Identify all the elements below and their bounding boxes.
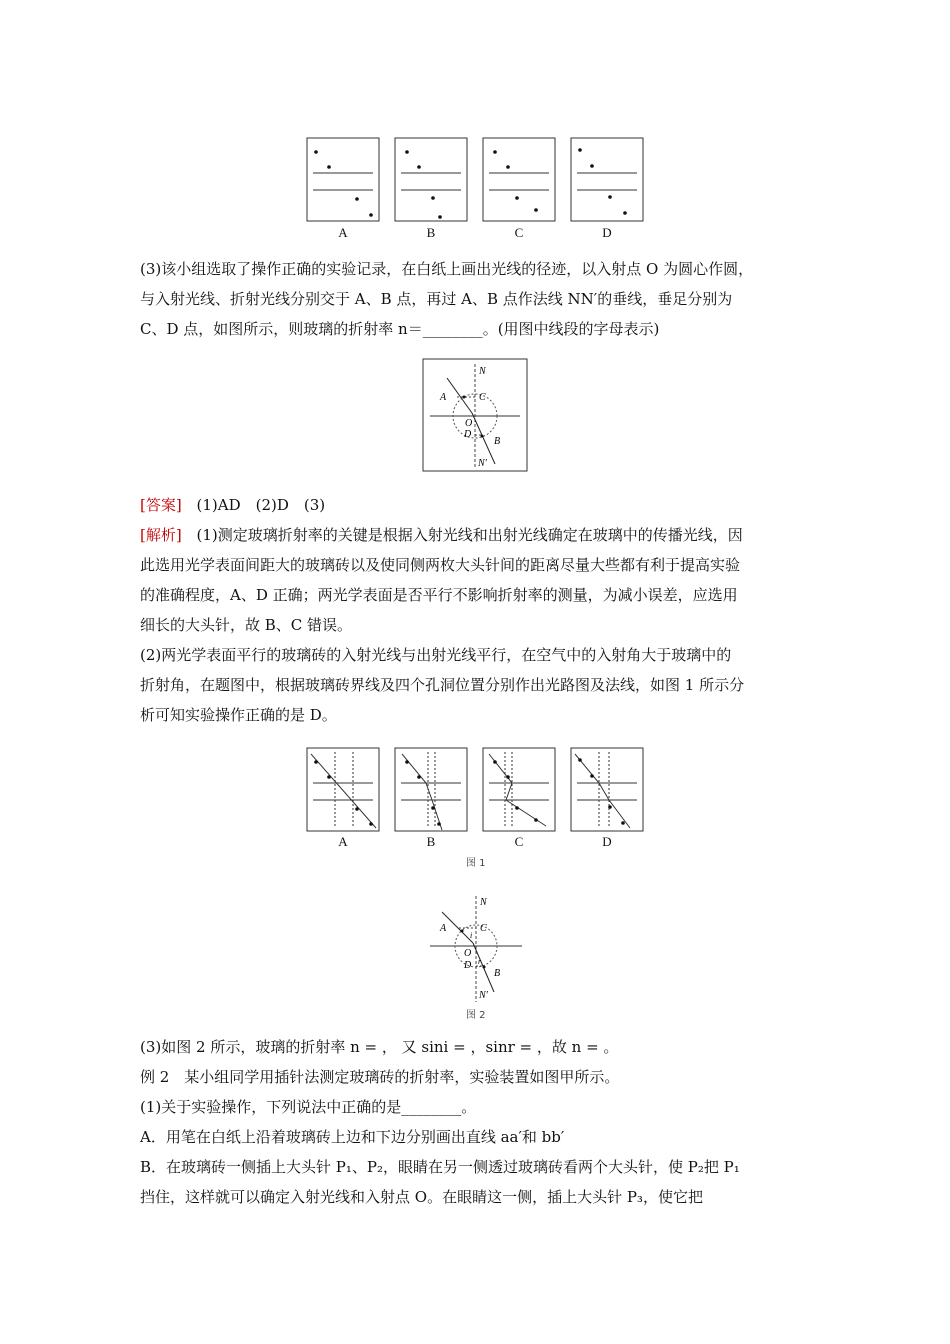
fig2-label-i: i (470, 931, 473, 940)
fig2-label-N: N (480, 897, 487, 908)
analysis-p3: (3)如图 2 所示，玻璃的折射率 n = ， 又 sini = ，sinr = ，故 n = 。 (140, 1038, 619, 1056)
fig2-label-A: A (440, 923, 447, 934)
label-B: B (494, 436, 501, 447)
label-O: O (465, 418, 473, 429)
analysis-tag: [解析] (140, 526, 182, 544)
option-label-b: B (426, 225, 436, 240)
fig1-label-d: D (602, 834, 612, 849)
fig1-label-a: A (338, 834, 348, 849)
q3-line-2: 与入射光线、折射光线分别交于 A、B 点，再过 A、B 点作法线 NN′的垂线，垂足分别为 (140, 290, 733, 308)
label-N: N (479, 366, 486, 377)
analysis-p2-l3: 析可知实验操作正确的是 D。 (140, 706, 337, 724)
refraction-circle-figure (420, 356, 530, 474)
label-N-prime: N′ (478, 458, 487, 469)
option-figure-top (300, 132, 650, 228)
answer-line (140, 494, 325, 515)
option-box-b (395, 138, 467, 221)
fig1-label-b: B (426, 834, 436, 849)
example-2-option-a: A．用笔在白纸上沿着玻璃砖上边和下边分别画出直线 aa′和 bb′ (140, 1128, 565, 1146)
analysis-p2-l1: (2)两光学表面平行的玻璃砖的入射光线与出射光线平行，在空气中的入射角大于玻璃中的 (140, 646, 732, 664)
option-label-c: C (514, 225, 524, 240)
fig2-label-C: C (480, 923, 487, 934)
analysis-p2-l2: 折射角，在题图中，根据玻璃砖界线及四个孔洞位置分别作出光路图及法线，如图 1 所示分 (140, 676, 745, 694)
fig1-label-c: C (514, 834, 524, 849)
figure-1 (300, 742, 650, 834)
label-A: A (440, 392, 447, 403)
option-box-c (483, 138, 555, 221)
fig2-label-N-prime: N′ (479, 990, 488, 1001)
example-2-title: 例 2 某小组同学用插针法测定玻璃砖的折射率，实验装置如图甲所示。 (140, 1068, 620, 1086)
label-C: C (479, 392, 486, 403)
fig2-label-B: B (494, 968, 501, 979)
analysis-p1-l2: 此选用光学表面间距大的玻璃砖以及使同侧两枚大头针间的距离尽量大些都有利于提高实验 (140, 556, 741, 574)
fig2-label-r: r (478, 957, 482, 966)
answer-text: (1)AD (2)D (3) (196, 496, 326, 514)
option-label-a: A (338, 225, 348, 240)
analysis-p1-l3: 的准确程度，A、D 正确；两光学表面是否平行不影响折射率的测量，为减小误差，应选用 (140, 586, 738, 604)
analysis-line-1 (140, 524, 743, 545)
example-2-q1: (1)关于实验操作，下列说法中正确的是________。 (140, 1098, 477, 1116)
answer-tag: [答案] (140, 496, 182, 514)
option-box-a (307, 138, 379, 221)
figure-2 (424, 894, 528, 1004)
analysis-p1-l4: 细长的大头针，故 B、C 错误。 (140, 616, 353, 634)
fig2-label-O: O (464, 948, 472, 959)
example-2-option-b-l2: 挡住，这样就可以确定入射光线和入射点 O。在眼睛这一侧，插上大头针 P₃，使它把 (140, 1188, 703, 1206)
label-D: D (464, 429, 472, 440)
option-label-d: D (602, 225, 612, 240)
analysis-p1-l1: (1)测定玻璃折射率的关键是根据入射光线和出射光线确定在玻璃中的传播光线，因 (196, 526, 743, 544)
example-2-option-b-l1: B．在玻璃砖一侧插上大头针 P₁、P₂，眼睛在另一侧透过玻璃砖看两个大头针，使 P₂把 P₁ (140, 1158, 740, 1176)
q3-line-3: C、D 点，如图所示，则玻璃的折射率 n＝________。(用图中线段的字母表示) (140, 320, 660, 338)
q3-line-1: (3)该小组选取了操作正确的实验记录，在白纸上画出光线的径迹，以入射点 O 为圆心作圆， (140, 260, 754, 278)
fig1-caption: 图 1 (466, 858, 486, 869)
option-box-d (571, 138, 643, 221)
fig2-caption: 图 2 (466, 1010, 486, 1021)
fig2-label-D: D (464, 960, 472, 971)
